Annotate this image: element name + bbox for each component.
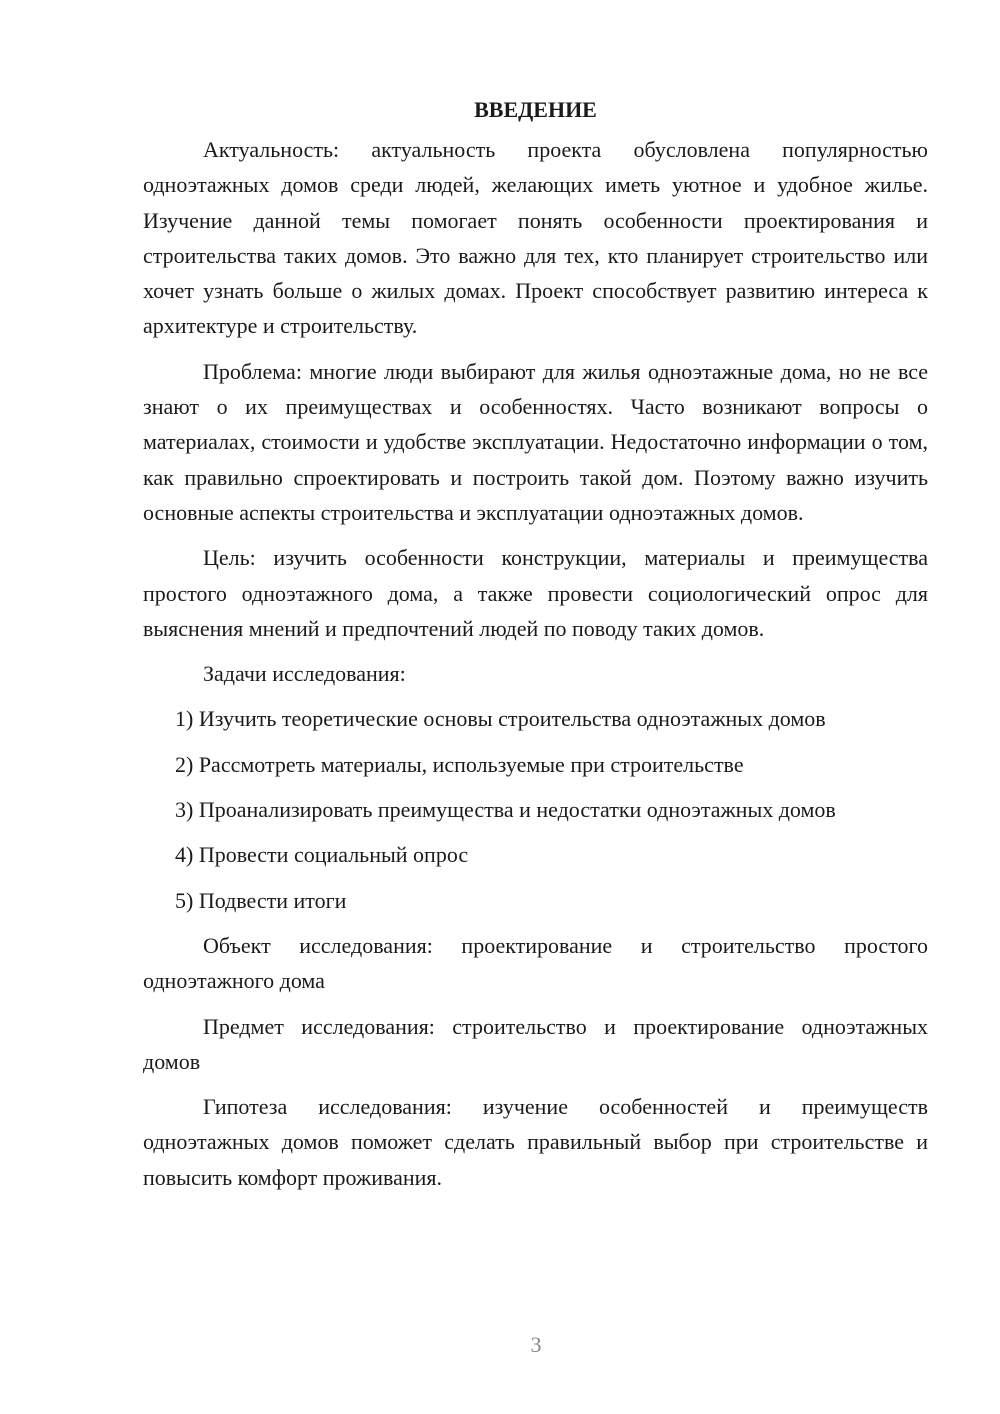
tasks-list [143,701,928,917]
list-item: 4) Провести социальный опрос [175,842,469,868]
list-item: 1) Изучить теоретические основы строительства одноэтажных домов [175,706,826,732]
relevance-paragraph: Актуальность: актуальность проекта обусловлена популярностью одноэтажных домов среди людей, желающих иметь уютное и удобное жилье. Изучение данной темы помогает понять особенности проектирования и строительства таких домов. Это важно для тех, кто планирует строительство или хочет узнать больше о жилых домах. Проект способствует развитию интереса к архитектуре и строительству. [143,137,928,339]
page-content [143,92,928,1205]
subject-paragraph: Предмет исследования: строительство и проектирование одноэтажных домов [143,1013,928,1074]
list-item: 5) Подвести итоги [175,887,347,913]
page-title: ВВЕДЕНИЕ [474,97,597,122]
problem-paragraph: Проблема: многие люди выбирают для жилья одноэтажные дома, но не все знают о их преимуществах и особенностях. Часто возникают вопросы о материалах, стоимости и удобстве эксплуатации. Недостаточно информации о том, как правильно спроектировать и построить такой дом. Поэтому важно изучить основные аспекты строительства и эксплуатации одноэтажных домов. [143,358,928,525]
list-item: 3) Проанализировать преимущества и недостатки одноэтажных домов [175,797,836,823]
page-number: 3 [530,1332,542,1357]
goal-paragraph: Цель: изучить особенности конструкции, материалы и преимущества простого одноэтажного дома, а также провести социологический опрос для выяснения мнений и предпочтений людей по поводу таких домов. [143,545,928,641]
hypothesis-paragraph: Гипотеза исследования: изучение особенностей и преимуществ одноэтажных домов поможет сделать правильный выбор при строительстве и повысить комфорт проживания. [143,1094,928,1190]
tasks-heading: Задачи исследования: [203,661,406,687]
list-item: 2) Рассмотреть материалы, используемые при строительстве [175,751,744,777]
object-paragraph: Объект исследования: проектирование и строительство простого одноэтажного дома [143,932,928,994]
